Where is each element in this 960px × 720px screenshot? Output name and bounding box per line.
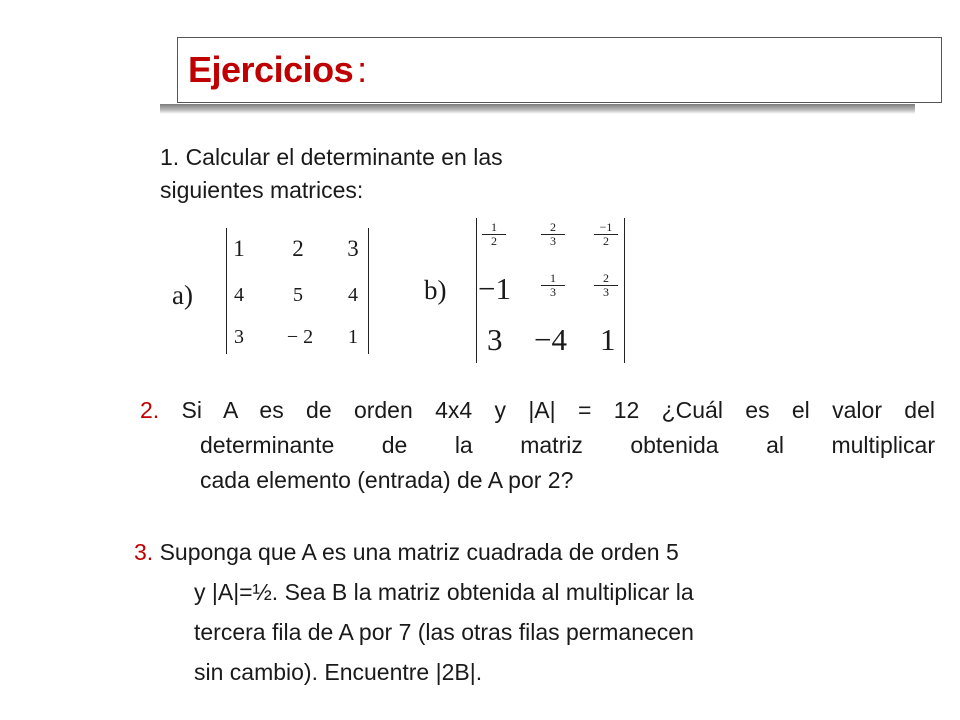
matrix-b-r1-c2-denominator: 3 xyxy=(550,234,556,248)
question-2-line-1-text: Si A es de orden 4x4 y |A| = 12 ¿Cuál es el valor del xyxy=(181,397,935,423)
matrix-a-r3-c3: 1 xyxy=(348,326,358,348)
matrix-b-r1-c2-numerator: 2 xyxy=(541,221,565,235)
matrix-b-r1-c3-numerator: −1 xyxy=(594,221,618,235)
matrix-b-r1-c1-numerator: 1 xyxy=(482,221,506,235)
question-3 xyxy=(134,532,914,692)
matrix-b-r3-c1: 3 xyxy=(487,322,503,357)
question-3-line-2: y |A|=½. Sea B la matriz obtenida al multiplicar la xyxy=(194,579,694,605)
matrix-a-r2-c2: 5 xyxy=(293,284,303,306)
title-colon: : xyxy=(357,49,368,90)
question-2-line-2: determinante de la matriz obtenida al multiplicar xyxy=(200,432,935,458)
matrix-a-r3-c2: − 2 xyxy=(286,326,314,348)
question-2-line-3: cada elemento (entrada) de A por 2? xyxy=(200,467,574,493)
question-3-line-3: tercera fila de A por 7 (las otras filas permanecen xyxy=(194,619,694,645)
question-2-line-1 xyxy=(140,393,935,428)
matrix-a-r1-c2: 2 xyxy=(292,236,304,261)
page-title xyxy=(188,49,367,91)
matrix-b-r3-c2: −4 xyxy=(534,322,567,357)
matrix-b-r2-c2-denominator: 3 xyxy=(550,285,556,299)
question-1 xyxy=(160,141,503,207)
matrix-b-r2-c3-denominator: 3 xyxy=(603,285,609,299)
question-3-line-4: sin cambio). Encuentre |2B|. xyxy=(194,659,483,685)
matrix-b-r1-c3-denominator: 2 xyxy=(603,234,609,248)
question-1-line-2: siguientes matrices: xyxy=(160,177,364,203)
matrix-b-r2-c3 xyxy=(594,272,618,299)
matrix-b-r1-c3 xyxy=(594,221,618,248)
matrix-b-left-bar xyxy=(476,218,477,363)
matrix-a-label: a) xyxy=(172,280,193,310)
matrix-b-r2-c2-numerator: 1 xyxy=(541,272,565,286)
title-box xyxy=(177,37,942,103)
question-3-line-1 xyxy=(134,532,914,572)
title-main: Ejercicios xyxy=(188,49,354,90)
matrix-a-r1-c3: 3 xyxy=(347,236,359,261)
matrix-b-label: b) xyxy=(424,275,447,305)
matrix-b-r1-c2 xyxy=(541,221,565,248)
matrix-a-r1-c1: 1 xyxy=(233,236,245,261)
matrix-b-r2-c3-numerator: 2 xyxy=(594,272,618,286)
question-3-line-1-text: Suponga que A es una matriz cuadrada de orden 5 xyxy=(159,539,679,565)
question-2-number: 2. xyxy=(140,397,160,423)
matrix-b-r1-c1 xyxy=(482,221,506,248)
matrix-b-r1-c1-denominator: 2 xyxy=(491,234,497,248)
matrix-a-r2-c1: 4 xyxy=(234,284,244,306)
matrix-b-r2-c1: −1 xyxy=(478,271,511,306)
matrix-b-r3-c3: 1 xyxy=(600,322,616,357)
matrix-a-r3-c1: 3 xyxy=(234,326,244,348)
matrix-a-right-bar xyxy=(368,228,369,354)
question-1-line-1: 1. Calcular el determinante en las xyxy=(160,144,503,170)
matrix-b-right-bar xyxy=(624,218,625,363)
matrix-a-r2-c3: 4 xyxy=(348,284,358,306)
question-3-number: 3. xyxy=(134,539,154,565)
title-shadow xyxy=(160,104,915,114)
matrix-b-r2-c2 xyxy=(541,272,565,299)
question-2 xyxy=(140,393,935,498)
